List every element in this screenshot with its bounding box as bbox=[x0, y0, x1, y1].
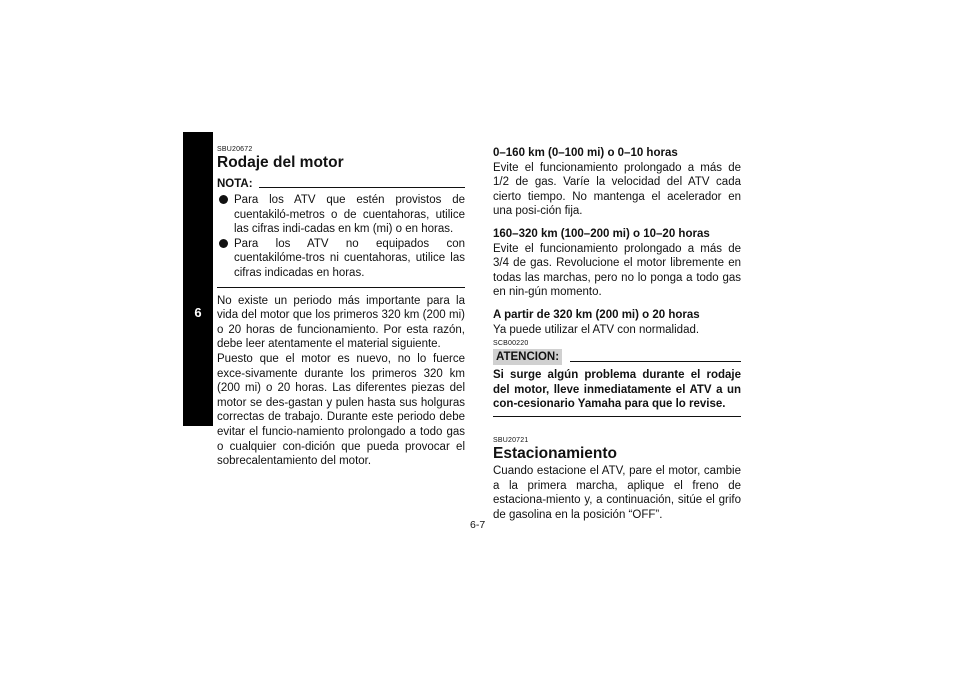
paragraph: Evite el funcionamiento prolongado a más de 1/2 de gas. Varíe la velocidad del ATV cada cierto tiempo. No mantenga el acelerador en una posi-ción fija. bbox=[493, 161, 741, 218]
note-label: NOTA: bbox=[217, 178, 253, 190]
note-bullet-text: Para los ATV no equipados con cuentakilóme-tros ni cuentahoras, utilice las cifras indicadas en horas. bbox=[234, 237, 465, 279]
caution-label: ATENCION: bbox=[493, 349, 562, 365]
caution-text: Si surge algún problema durante el rodaje del motor, lleve inmediatamente el ATV a un con-cesionario Yamaha para que lo revise. bbox=[493, 369, 741, 411]
caution-header bbox=[493, 349, 741, 365]
note-bullet bbox=[217, 193, 465, 237]
paragraph: Ya puede utilizar el ATV con normalidad. bbox=[493, 323, 700, 336]
subheading: 0–160 km (0–100 mi) o 0–10 horas bbox=[493, 147, 678, 159]
subheading: 160–320 km (100–200 mi) o 10–20 horas bbox=[493, 227, 710, 240]
bullet-icon bbox=[219, 239, 228, 248]
paragraph: Evite el funcionamiento prolongado a más de 3/4 de gas. Revolucione el motor libremente en todas las marchas, pero no lo ponga a todo gas en nin-gún momento. bbox=[493, 242, 741, 299]
note-end-rule bbox=[217, 287, 465, 288]
section-code: SBU20672 bbox=[217, 146, 253, 153]
paragraph: Cuando estacione el ATV, pare el motor, cambie a la primera marcha, aplique el freno de estaciona-miento y, a continuación, sitúe el grifo de gasolina en la posición “OFF”. bbox=[493, 464, 741, 521]
chapter-tab: 6 bbox=[183, 296, 213, 329]
left-column bbox=[217, 146, 465, 469]
section-title: Estacionamiento bbox=[493, 444, 618, 462]
subheading: A partir de 320 km (200 mi) o 20 horas bbox=[493, 308, 700, 321]
note-bullet-text: Para los ATV que estén provistos de cuentakiló-metros o de cuentahoras, utilice las cifras indi-cadas en km (mi) o en horas. bbox=[234, 194, 465, 236]
chapter-bar bbox=[183, 132, 213, 426]
note-header bbox=[217, 177, 465, 191]
caution-code: SCB00220 bbox=[493, 340, 529, 348]
page-number: 6-7 bbox=[470, 519, 486, 531]
note-rule bbox=[259, 187, 465, 188]
note-bullet bbox=[217, 237, 465, 281]
paragraph: No existe un periodo más importante para la vida del motor que los primeros 320 km (200 mi) o 20 horas de funcionamiento. Por esta razón, debe leer atentamente el material siguiente. bbox=[217, 294, 465, 351]
section-code: SBU20721 bbox=[493, 436, 529, 444]
paragraph: Puesto que el motor es nuevo, no lo fuerce exce-sivamente durante los primeros 320 km (200 mi) o 20 horas. Las diferentes piezas del motor se des-gastan y pulen hasta sus holguras correctas de trabajo. Durante este periodo debe evitar el funcio-namiento prolongado a todo gas o cualquier con-dición que pueda provocar el sobrecalentamiento del motor. bbox=[217, 352, 465, 468]
caution-end-rule bbox=[493, 416, 741, 417]
right-column bbox=[493, 146, 741, 522]
bullet-icon bbox=[219, 195, 228, 204]
caution-rule bbox=[570, 361, 741, 362]
section-title: Rodaje del motor bbox=[217, 154, 344, 171]
